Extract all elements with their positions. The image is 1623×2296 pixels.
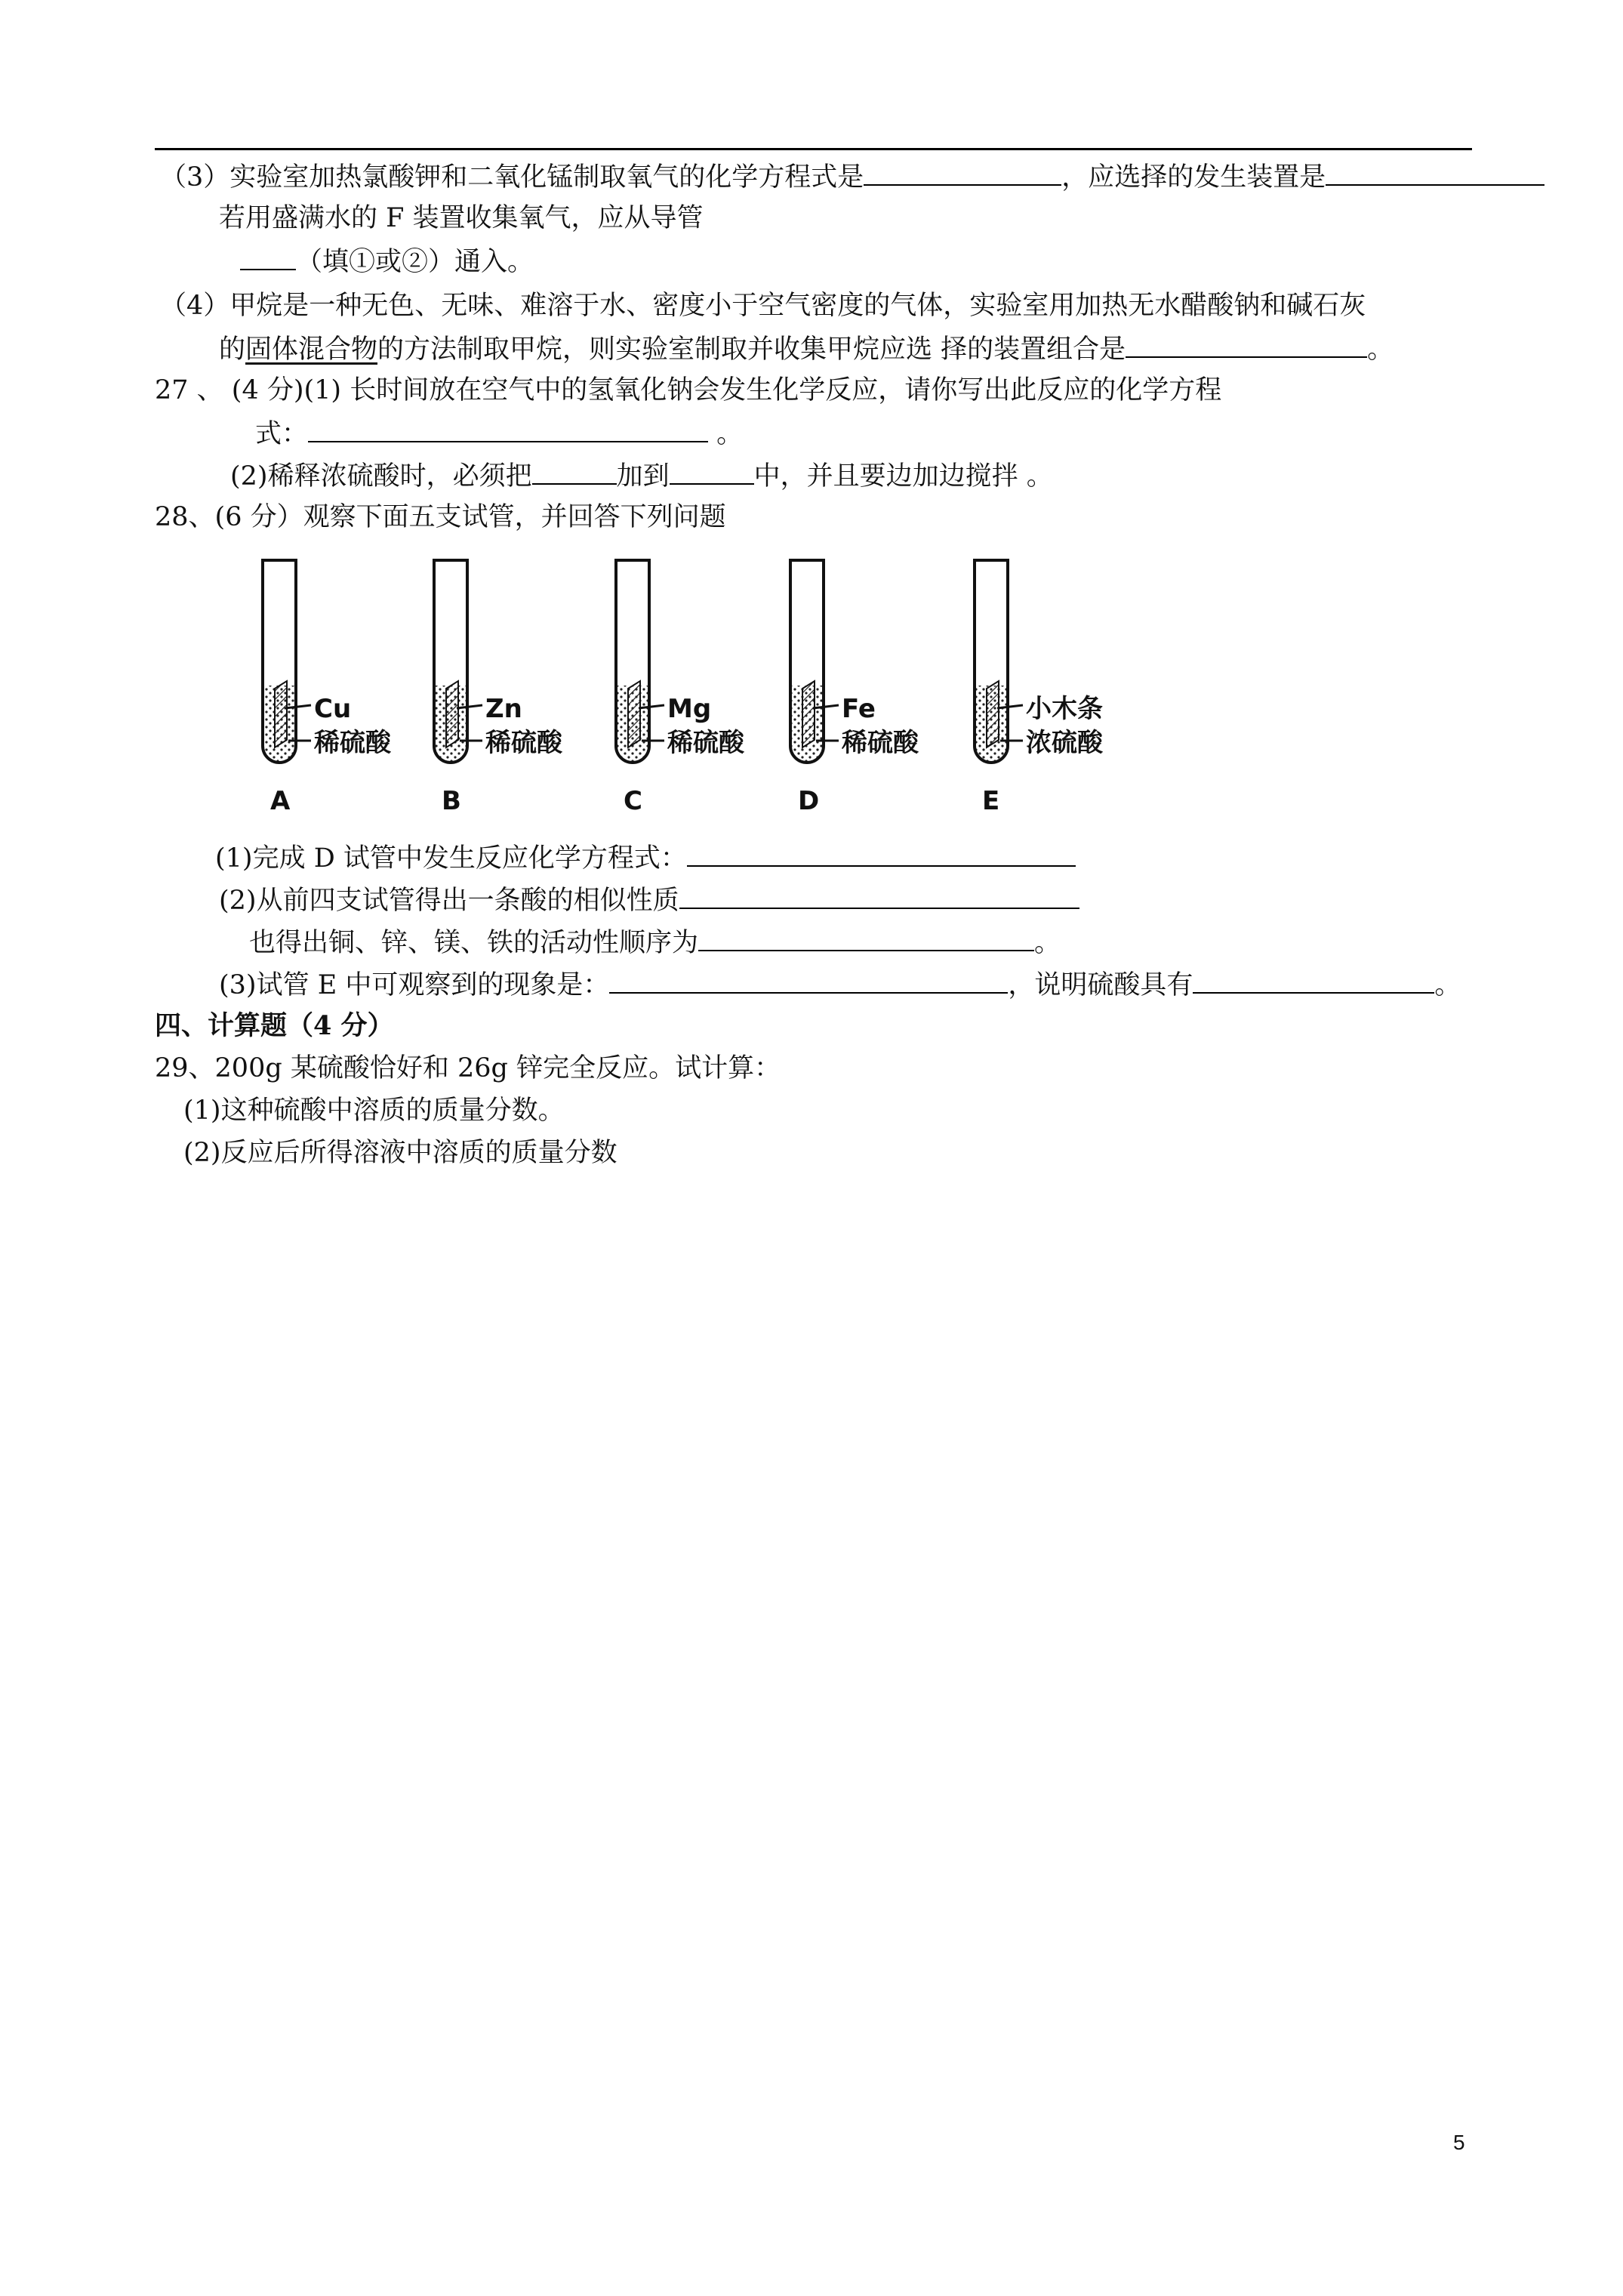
- tube-letter: C: [624, 786, 642, 816]
- answer-blank[interactable]: [532, 458, 617, 485]
- metal-label: Fe: [842, 694, 876, 724]
- test-tube-d: [790, 560, 919, 816]
- q28-sub2-cont: [249, 924, 1061, 960]
- q29-1-text: (1)这种硫酸中溶质的质量分数。: [183, 1096, 565, 1126]
- leader-line: [285, 705, 311, 708]
- liquid-label: 稀硫酸: [667, 728, 744, 758]
- test-tube-c: [616, 560, 745, 816]
- q29-text: 29、200g 某硫酸恰好和 26g 锌完全反应。试计算：: [155, 1053, 781, 1083]
- q27-line1: [155, 373, 1221, 408]
- q28-sub1-text: (1)完成 D 试管中发生反应化学方程式：: [215, 843, 687, 874]
- tube-liquid: [975, 686, 1008, 763]
- q26-3-line3: [240, 243, 534, 279]
- leader-line: [639, 705, 664, 708]
- test-tube-e: [975, 560, 1104, 816]
- period: 。: [1034, 928, 1061, 958]
- q27-line3: [230, 458, 1053, 494]
- leader-line: [457, 705, 482, 708]
- leader-line: [997, 705, 1023, 708]
- q28-sub3-text-b: ，说明硫酸具有: [1008, 970, 1193, 1000]
- q27-line1-text: 27 、 (4 分)(1) 长时间放在空气中的氢氧化钠会发生化学反应，请你写出此反应的化学方程: [155, 375, 1222, 405]
- answer-blank[interactable]: [679, 882, 1079, 909]
- q28-sub2: [219, 882, 1079, 918]
- q26-4-line1-text: （4）甲烷是一种无色、无味、难溶于水、密度小于空气密度的气体，实验室用加热无水醋酸钠和碱石灰: [160, 291, 1366, 321]
- q27-line3-text-c: 中，并且要边加边搅拌 。: [753, 461, 1053, 492]
- q28-sub3: [219, 966, 1461, 1003]
- period: 。: [1434, 970, 1461, 1000]
- tube-letter: B: [442, 786, 461, 816]
- test-tube-a: [263, 560, 392, 816]
- q28-sub3-text-a: (3)试管 E 中可观察到的现象是：: [219, 970, 610, 1000]
- tube-outline: [434, 560, 467, 763]
- q26-3-line2: [219, 201, 704, 236]
- tube-liquid: [263, 686, 296, 763]
- q28-sub2-text: (2)从前四支试管得出一条酸的相似性质: [219, 886, 679, 916]
- q27-line3-text-a: (2)稀释浓硫酸时，必须把: [230, 461, 532, 492]
- tube-outline: [263, 560, 296, 763]
- tube-letter: E: [982, 786, 1000, 816]
- test-tube-b: [434, 560, 563, 816]
- q29-2: [183, 1136, 617, 1170]
- metal-label: Zn: [485, 694, 522, 724]
- answer-blank[interactable]: [609, 966, 1008, 994]
- q29: [155, 1051, 781, 1086]
- q26-4-line1: [160, 288, 1366, 323]
- answer-blank[interactable]: [1193, 966, 1434, 994]
- liquid-label: 稀硫酸: [314, 728, 391, 758]
- tube-outline: [616, 560, 649, 763]
- q29-1: [183, 1093, 565, 1128]
- answer-blank[interactable]: [670, 458, 754, 485]
- q28-sub1: [215, 840, 1076, 876]
- q26-3-text: （3）实验室加热氯酸钾和二氧化锰制取氧气的化学方程式是: [160, 162, 864, 193]
- q28-sub2-cont-text: 也得出铜、锌、镁、铁的活动性顺序为: [249, 928, 699, 958]
- tube-outline: [975, 560, 1008, 763]
- metal-strip: [446, 681, 458, 747]
- metal-label: Mg: [667, 694, 712, 724]
- tube-liquid: [616, 686, 649, 763]
- answer-blank[interactable]: [698, 924, 1034, 951]
- period: 。: [1367, 334, 1394, 365]
- liquid-label: 稀硫酸: [485, 728, 562, 758]
- leader-line: [813, 705, 839, 708]
- tube-outline: [790, 560, 824, 763]
- q27-line2: [255, 415, 743, 451]
- q26-4-line2-text-a: 的: [219, 334, 246, 365]
- answer-blank[interactable]: [308, 415, 708, 442]
- q26-3-text-b: ，应选择的发生装置是: [1061, 162, 1326, 193]
- page-number: 5: [1453, 2131, 1465, 2154]
- answer-blank[interactable]: [864, 159, 1061, 186]
- q28-intro-text: 28、(6 分）观察下面五支试管，并回答下列问题: [155, 502, 726, 532]
- q26-3-line3-text: （填①或②）通入。: [296, 247, 534, 277]
- answer-blank[interactable]: [687, 840, 1076, 867]
- metal-label: Cu: [314, 694, 352, 724]
- q27-line2-text: 式：: [255, 419, 309, 449]
- q26-3-line2-text: 若用盛满水的 F 装置收集氧气，应从导管: [219, 203, 704, 233]
- period: 。: [708, 419, 744, 449]
- q27-line3-text-b: 加到: [616, 461, 670, 492]
- metal-strip: [275, 681, 287, 747]
- answer-blank[interactable]: [1126, 331, 1367, 358]
- liquid-label: 浓硫酸: [1026, 728, 1103, 758]
- q26-4-line2-text-b: 的方法制取甲烷，则实验室制取并收集甲烷应选 择的装置组合是: [377, 334, 1126, 365]
- liquid-label: 稀硫酸: [842, 728, 919, 758]
- tube-letter: D: [798, 786, 820, 816]
- metal-strip: [628, 681, 640, 747]
- section4-heading-text: 四、计算题（4 分）: [155, 1010, 394, 1041]
- metal-label: 小木条: [1026, 694, 1103, 724]
- q29-2-text: (2)反应后所得溶液中溶质的质量分数: [183, 1138, 617, 1168]
- q26-4-line2: [219, 331, 1394, 367]
- wood-strip: [987, 681, 999, 747]
- q28-intro: [155, 500, 726, 535]
- header-rule: [155, 148, 1472, 150]
- answer-blank[interactable]: [240, 243, 296, 270]
- section4-heading: [155, 1009, 394, 1043]
- metal-strip: [802, 681, 815, 747]
- tube-liquid: [434, 686, 467, 763]
- tube-liquid: [790, 686, 824, 763]
- answer-blank[interactable]: [1326, 159, 1544, 186]
- q26-3-line1: [160, 159, 1544, 195]
- tube-letter: A: [270, 786, 291, 816]
- underlined-term: 固体混合物: [245, 334, 378, 365]
